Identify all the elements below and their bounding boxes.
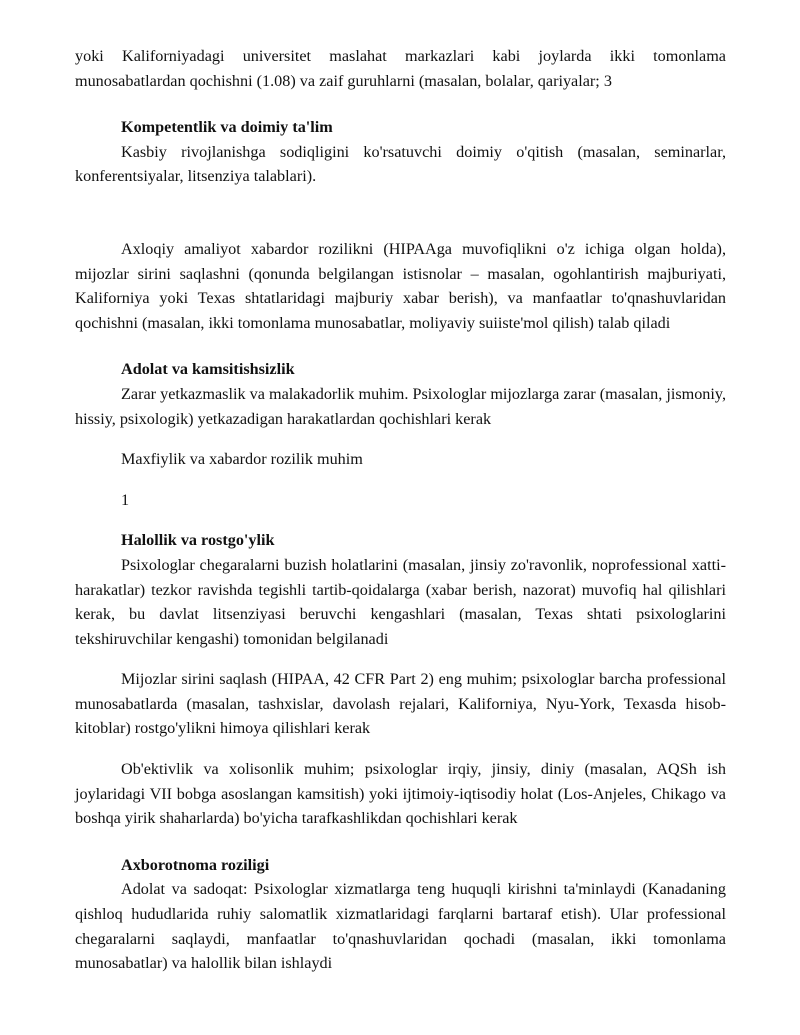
paragraph-confidentiality: Maxfiylik va xabardor rozilik muhim [121,450,363,469]
paragraph-boundaries: Psixologlar chegaralarni buzish holatlarini (masalan, jinsiy zo'ravonlik, noprofessional xatti-harakatlar) tezkor ravishda tegishli tartib-qoidalarga (xabar berish, nazorat) muvofiq hal qilishlari kerak, bu davlat litsenziyasi beruvchi kengashlari (masalan, Texas shtati psixologlarini tekshiruvchilar kengashi) tomonidan belgilanadi [75,555,726,648]
section-heading-informed-consent: Axborotnoma roziligi [121,855,270,874]
paragraph-number: 1 [121,490,130,509]
section-heading-justice: Adolat va kamsitishsizlik [121,360,295,379]
paragraph-ethics-practice: Axloqiy amaliyot xabardor rozilikni (HIPAAga muvofiqlikni o'z ichiga olgan holda), mijozlar sirini saqlashni (qonunda belgilangan istisnolar – masalan, ogohlantirish majburiyati, Kaliforniya yoki Texas shtatlaridagi majburiy xabar berish), va manfaatlar to'qnashuvlaridan qochishni (masalan, ikki tomonlama munosabatlar, moliyaviy suiiste'mol qilish) talab qiladi [75,239,726,332]
document-page [75,44,726,976]
paragraph-nonmaleficence: Zarar yetkazmaslik va malakadorlik muhim. Psixologlar mijozlarga zarar (masalan, jismoniy, hissiy, psixologik) yetkazadigan harakatlardan qochishlari kerak [75,384,726,428]
paragraph-objectivity: Ob'ektivlik va xolisonlik muhim; psixologlar irqiy, jinsiy, diniy (masalan, AQSh ish joylaridagi VII bobga asoslangan kamsitish) yoki ijtimoiy-iqtisodiy holat (Los-Anjeles, Chikago va boshqa yirik shaharlarda) bo'yicha tarafkashlikdan qochishlari kerak [75,760,726,828]
paragraph-competence: Kasbiy rivojlanishga sodiqligini ko'rsatuvchi doimiy o'qitish (masalan, seminarlar, konferentsiyalar, litsenziya talablari). [75,142,726,186]
paragraph-fairness: Adolat va sadoqat: Psixologlar xizmatlarga teng huquqli kirishni ta'minlaydi (Kanadaning qishloq hududlarida ruhiy salomatlik xizmatlaridagi farqlarni bartaraf etish). Ular professional chegaralarni saqlaydi, manfaatlar to'qnashuvlaridan qochadi (masalan, ikki tomonlama munosabatlar) va halollik bilan ishlaydi [75,880,726,973]
paragraph-continuation: yoki Kaliforniyadagi universitet maslahat markazlari kabi joylarda ikki tomonlama munosabatlardan qochishni (1.08) va zaif guruhlarni (masalan, bolalar, qariyalar; 3 [75,47,726,90]
section-heading-integrity: Halollik va rostgo'ylik [121,531,275,550]
section-heading-competence: Kompetentlik va doimiy ta'lim [121,118,333,137]
paragraph-client-privacy: Mijozlar sirini saqlash (HIPAA, 42 CFR Part 2) eng muhim; psixologlar barcha professional munosabatlarda (masalan, tashxislar, davolash rejalari, Kaliforniya, Nyu-York, Texasda hisob-kitoblar) rostgo'ylikni himoya qilishlari kerak [75,670,726,738]
